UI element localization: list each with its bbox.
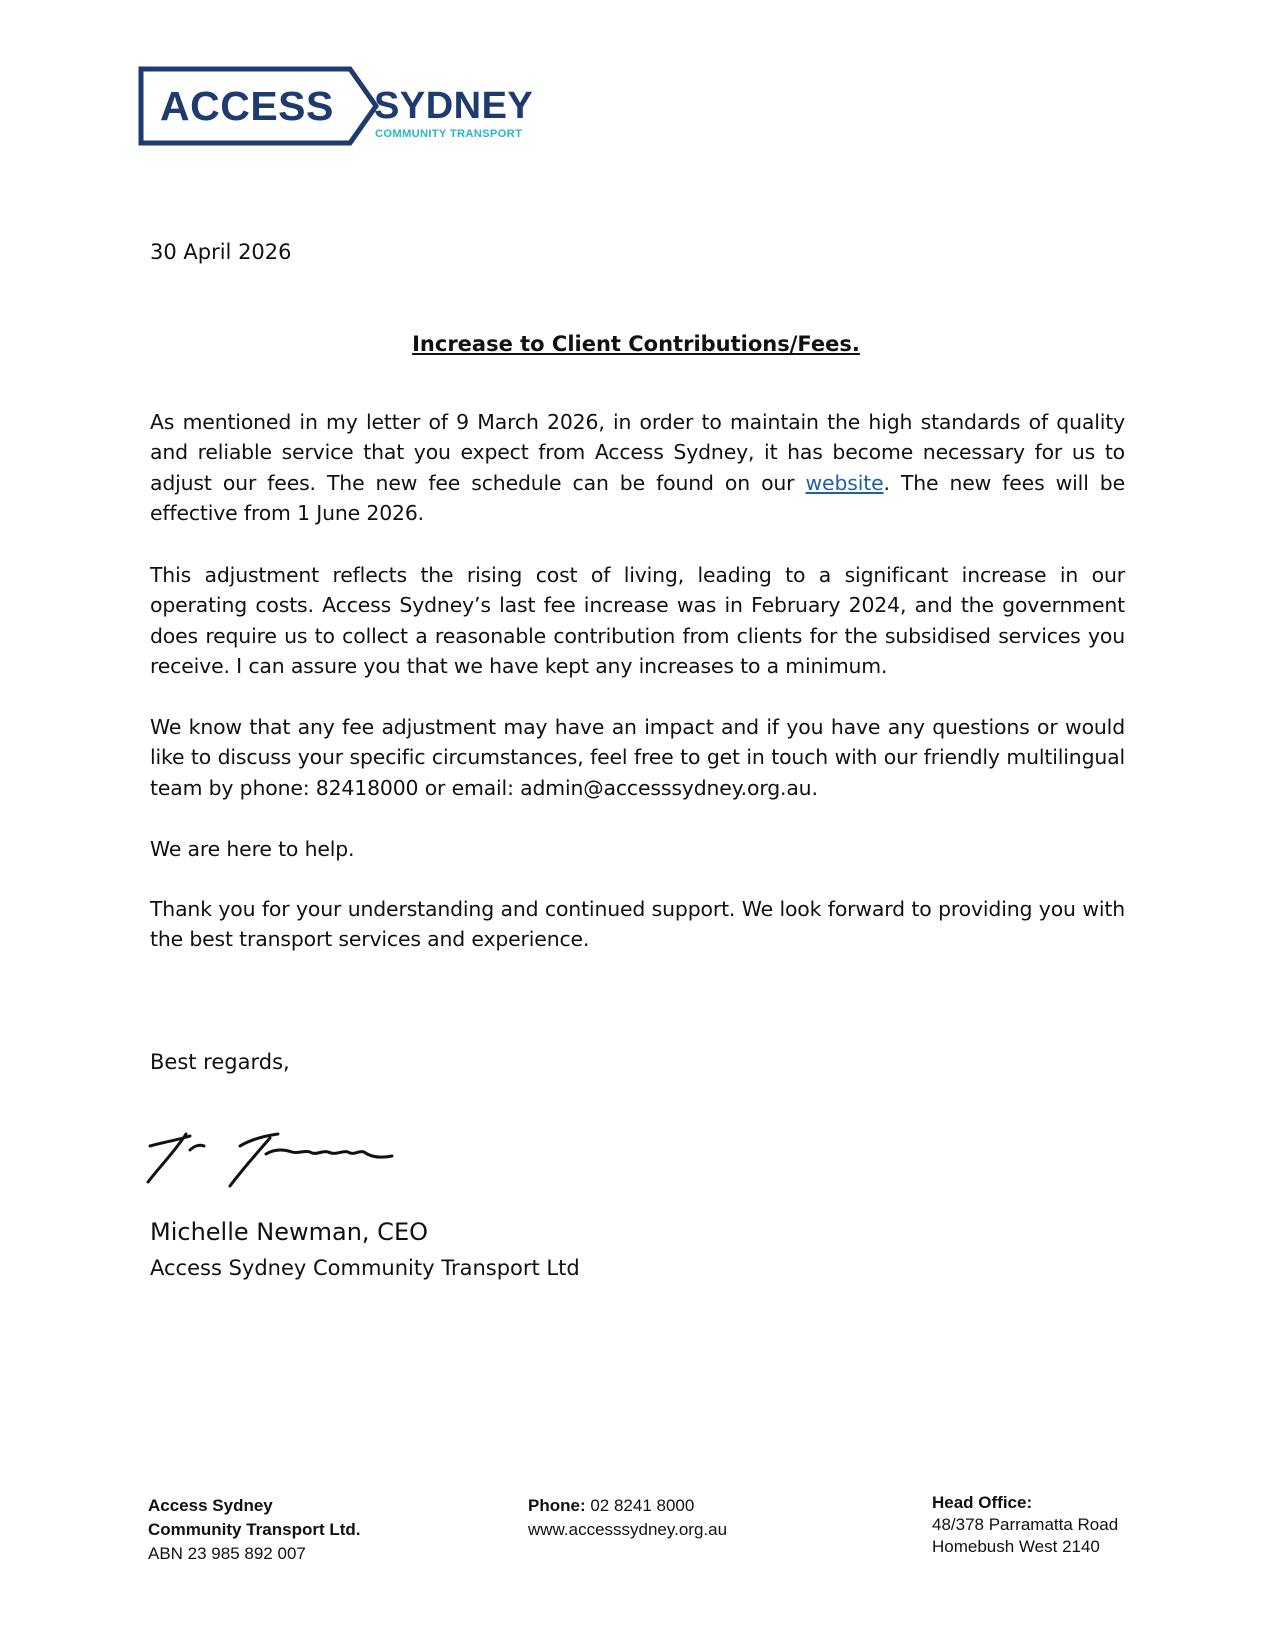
company-logo — [138, 66, 578, 148]
paragraph-help: We are here to help. — [150, 837, 355, 861]
footer-phone-value[interactable]: 02 8241 8000 — [590, 1496, 695, 1515]
footer-head-office — [932, 1492, 1118, 1558]
paragraph-cost-explanation: This adjustment reflects the rising cost of living, leading to a significant increase in our operating costs. Access Sydney’s last fee increase was in February 2024, and the government does require us to collect a reasonable contribution from clients for the subsidised services you receive. I can assure you that we have kept any increases to a minimum. — [150, 563, 1125, 678]
footer-office-label: Head Office: — [932, 1493, 1033, 1512]
paragraph-1-text-a: As mentioned in my letter of 9 March 2026, in order to maintain the high standards of quality and reliable service that you expect from Access Sydney, it has become necessary for us to adjust our fees. The new fee schedule can be found on our — [150, 410, 1125, 495]
paragraph-contact-info: We know that any fee adjustment may have an impact and if you have any questions or would like to discuss your specific circumstances, feel free to get in touch with our friendly multilingual team by phone: 82418000 or email: admin@accesssydney.org.au. — [150, 715, 1125, 800]
footer-office-address-line2: Homebush West 2140 — [932, 1537, 1100, 1556]
handwritten-signature — [146, 1128, 406, 1190]
closing-salutation: Best regards, — [150, 1050, 290, 1074]
logo-tagline: COMMUNITY TRANSPORT — [375, 128, 523, 140]
paragraph-fee-announcement — [150, 407, 1125, 528]
paragraph-thanks: Thank you for your understanding and continued support. We look forward to providing you with the best transport services and experience. — [150, 897, 1125, 952]
signer-name: Michelle Newman, CEO — [150, 1218, 428, 1246]
footer-phone — [528, 1494, 727, 1518]
signer-organisation: Access Sydney Community Transport Ltd — [150, 1256, 580, 1280]
logo-graphic — [138, 66, 578, 148]
logo-word-access: ACCESS — [160, 83, 334, 129]
footer-company — [148, 1494, 361, 1566]
logo-word-sydney: SYDNEY — [374, 85, 534, 127]
footer-office-address-line1: 48/378 Parramatta Road — [932, 1515, 1119, 1534]
footer-company-name-line1: Access Sydney — [148, 1496, 273, 1515]
website-link[interactable]: website — [805, 470, 884, 495]
paragraph-1-text-b: . The new fees will be effective from 1 June 2026. — [150, 470, 1125, 525]
footer-contact — [528, 1494, 727, 1542]
letter-subject: Increase to Client Contributions/Fees. — [412, 332, 860, 356]
footer-abn: ABN 23 985 892 007 — [148, 1544, 306, 1563]
footer-company-name-line2: Community Transport Ltd. — [148, 1520, 361, 1539]
letter-date: 30 April 2026 — [150, 240, 292, 264]
footer-website[interactable]: www.accesssydney.org.au — [528, 1520, 728, 1539]
footer-phone-label: Phone: — [528, 1496, 586, 1515]
